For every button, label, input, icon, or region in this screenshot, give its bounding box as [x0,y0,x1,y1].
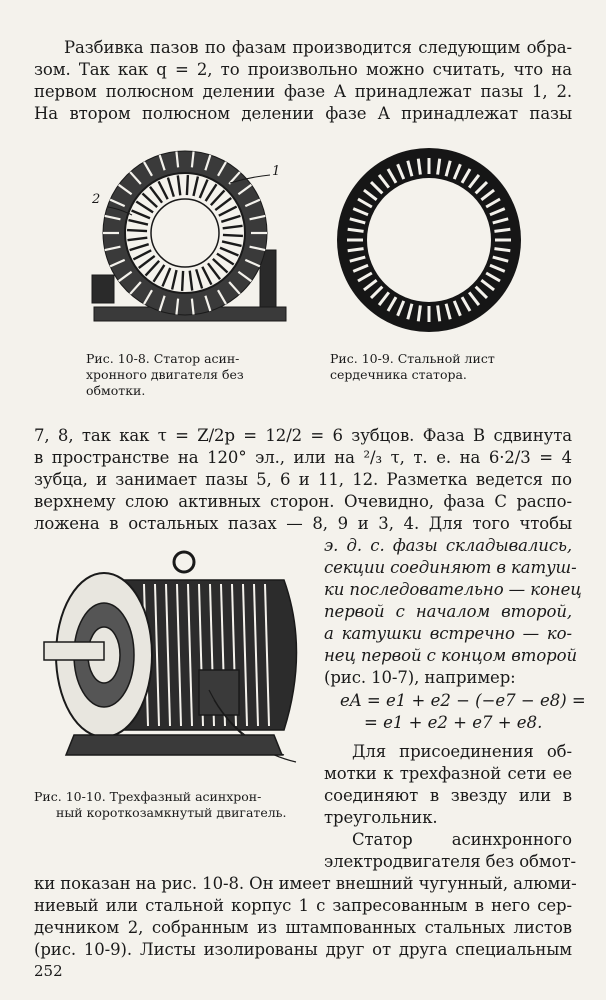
text-line: соединяют в звезду или в [324,786,572,805]
text-line: (рис. 10-7), например: [324,668,516,687]
text-line: э. д. с. фазы складывались, [324,536,572,555]
motor-figure [34,540,314,785]
text-line: первом полюсном делении фазе A принадлежат пазы 1, 2. [34,82,572,101]
text-line: дечником 2, собранным из штампованных стальных листов [34,918,572,937]
text-line: (рис. 10-9). Листы изолированы друг от друга специальным [34,940,572,959]
text-line: мотки к трехфазной сети ее [324,764,572,783]
text-line: Статор асинхронного [352,830,572,849]
text-line: верхнему слою активных сторон. Очевидно, фаза C распо- [34,492,572,511]
equation-line-2: = e1 + e2 + e7 + e8. [364,713,543,732]
stator-figure [80,135,300,335]
text-line: в пространстве на 120° эл., или на ²/₃ τ, т. е. на 6·2/3 = 4 [34,448,572,467]
text-line: треугольник. [324,808,438,827]
text-line: секции соединяют в катуш- [324,558,577,577]
text-line: На втором полюсном делении фазе A принадлежат пазы [34,104,572,123]
equation-line-1: eA = e1 + e2 − (−e7 − e8) = [340,691,586,710]
text-line: первой с началом второй, [324,602,572,621]
text-line: а катушки встречно — ко- [324,624,572,643]
fig8-label-1: 1 [272,164,281,179]
text-line: 7, 8, так как τ = Z/2p = 12/2 = 6 зубцов. Фаза B сдвинута [34,426,572,445]
text-line: ки последовательно — конец [324,580,582,599]
stator-sheet-figure [334,145,524,335]
text-line: Разбивка пазов по фазам производится следующим обра- [64,38,572,57]
text-line: ниевый или стальной корпус 1 с запресованным в него сер- [34,896,572,915]
text-line: электродвигателя без обмот- [324,852,576,871]
text-line: зом. Так как q = 2, то произвольно можно считать, что на [34,60,572,79]
text-line: Для присоединения об- [352,742,572,761]
text-line: нец первой с концом второй [324,646,577,665]
text-line: ложена в остальных пазах — 8, 9 и 3, 4. Для того чтобы [34,514,572,533]
text-line: зубца, и занимает пазы 5, 6 и 11, 12. Разметка ведется по [34,470,572,489]
fig8-label-2: 2 [92,192,101,207]
page-number: 252 [34,962,63,980]
text-line: ки показан на рис. 10-8. Он имеет внешний чугунный, алюми- [34,874,577,893]
